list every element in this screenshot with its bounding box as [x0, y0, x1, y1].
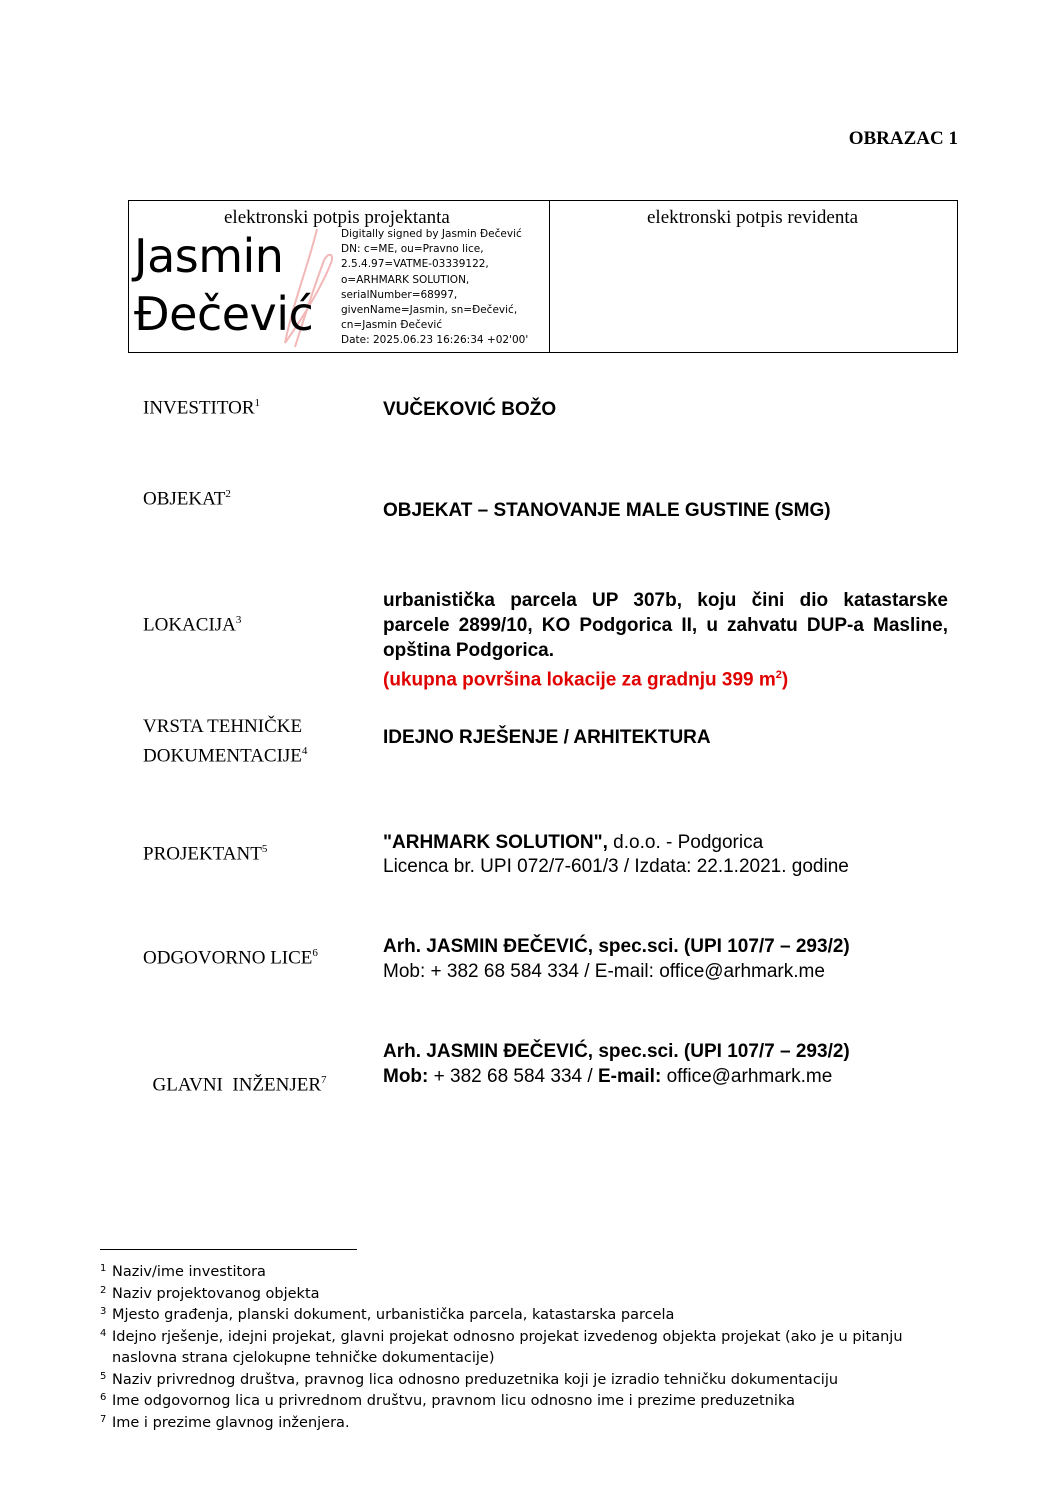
footnote-ref: 6 [312, 947, 318, 959]
signature-detail-line: o=ARHMARK SOLUTION, [341, 273, 470, 286]
glavni-inzenjer-contact: Mob: + 382 68 584 334 / E-mail: office@arhmark.me [383, 1066, 833, 1087]
lokacija-text: urbanistička parcela UP 307b, koju čini dio katastarske parcele 2899/10, KO Podgorica II, u zahvatu DUP-a Masline, opština Podgorica. [383, 590, 948, 661]
footnote-item: 2 Naziv projektovanog objekta [100, 1284, 320, 1302]
lokacija-area-note: (ukupna površina lokacije za gradnju 399 $m^2$) [383, 669, 789, 691]
lokacija-value [383, 588, 948, 692]
signature-detail-line: 2.5.4.97=VATME-03339122, [341, 258, 489, 271]
projektant-value [383, 831, 849, 879]
glavni-inzenjer-value [383, 1039, 850, 1089]
footnote-ref: 7 [321, 1074, 327, 1086]
glavni-inzenjer-label: GLAVNI INŽENJER$^7$ [152, 1074, 327, 1096]
form-number: OBRAZAC 1 [848, 128, 958, 149]
footnote-item: 5 Naziv privrednog društva, pravnog lica odnosno preduzetnika koji je izradio tehničku dokumentaciju [100, 1370, 839, 1388]
footnote-ref: 2 [225, 488, 231, 500]
glavni-inzenjer-name: Arh. JASMIN ĐEČEVIĆ, spec.sci. (UPI 107/7 – 293/2) [383, 1041, 850, 1062]
projektant-label: PROJEKTANT$^5$ [143, 843, 268, 865]
signature-table [128, 200, 958, 353]
footnote-ref: 5 [261, 843, 268, 855]
signature-detail-line: Digitally signed by Jasmin Đečević [341, 228, 522, 240]
odgovorno-lice-value [383, 934, 850, 984]
odgovorno-lice-contact: Mob: + 382 68 584 334 / E-mail: office@arhmark.me [383, 961, 825, 982]
footnote-ref: 3 [235, 614, 242, 626]
footnotes [100, 1262, 920, 1434]
signature-detail-line: serialNumber=68997, [341, 288, 458, 301]
signature-detail-line: cn=Jasmin Đečević [341, 319, 443, 332]
signer-first-name: Jasmin [134, 229, 284, 283]
footnote-ref: 4 [301, 745, 308, 757]
projektant-company-rest: d.o.o. - Podgorica [607, 832, 764, 853]
reviewer-signature-caption: elektronski potpis revidenta [647, 207, 859, 228]
signature-detail-line: DN: c=ME, ou=Pravno lice, [341, 243, 484, 256]
projektant-company: "ARHMARK SOLUTION", [383, 832, 608, 853]
signer-last-name: Đečević [134, 287, 314, 341]
footnote-item: 7 Ime i prezime glavnog inženjera. [100, 1413, 350, 1431]
vrsta-dokumentacije-value: IDEJNO RJEŠENJE / ARHITEKTURA [383, 727, 711, 748]
investitor-label: INVESTITOR$^1$ [143, 397, 261, 419]
signature-divider [549, 201, 550, 352]
projektant-license: Licenca br. UPI 072/7-601/3 / Izdata: 22.1.2021. godine [383, 856, 849, 877]
footnote-item: 6 Ime odgovornog lica u privrednom društvu, pravnom licu odnosno ime i prezime preduzetnika [100, 1392, 795, 1409]
footnote-item: 3 Mjesto građenja, planski dokument, urbanistička parcela, katastarska parcela [100, 1306, 675, 1323]
odgovorno-lice-label: ODGOVORNO LICE$^6$ [143, 947, 318, 969]
digital-signature-details [341, 227, 541, 349]
objekat-label: OBJEKAT$^2$ [143, 488, 231, 510]
objekat-value: OBJEKAT – STANOVANJE MALE GUSTINE (SMG) [383, 500, 831, 521]
designer-signature-caption: elektronski potpis projektanta [224, 207, 450, 228]
odgovorno-lice-name: Arh. JASMIN ĐEČEVIĆ, spec.sci. (UPI 107/7 – 293/2) [383, 936, 850, 957]
vrsta-dokumentacije-label: VRSTA TEHNIČKE DOKUMENTACIJE$^4$ [143, 716, 308, 767]
footnote-ref: 1 [254, 397, 261, 409]
signature-detail-line: Date: 2025.06.23 16:26:34 +02'00' [341, 334, 529, 347]
footnote-item: 1 Naziv/ime investitora [100, 1263, 266, 1280]
investitor-value: VUČEKOVIĆ BOŽO [383, 399, 557, 420]
footnote-separator [100, 1249, 357, 1250]
footnote-item: 4 Idejno rješenje, idejni projekat, glavni projekat odnosno projekat izvedenog objekta projekat (ako je u pitanju naslovna strana cjelokupne tehničke dokumentacije) [100, 1327, 903, 1366]
signature-detail-line: givenName=Jasmin, sn=Đečević, [341, 304, 518, 317]
lokacija-label: LOKACIJA$^3$ [143, 614, 242, 636]
